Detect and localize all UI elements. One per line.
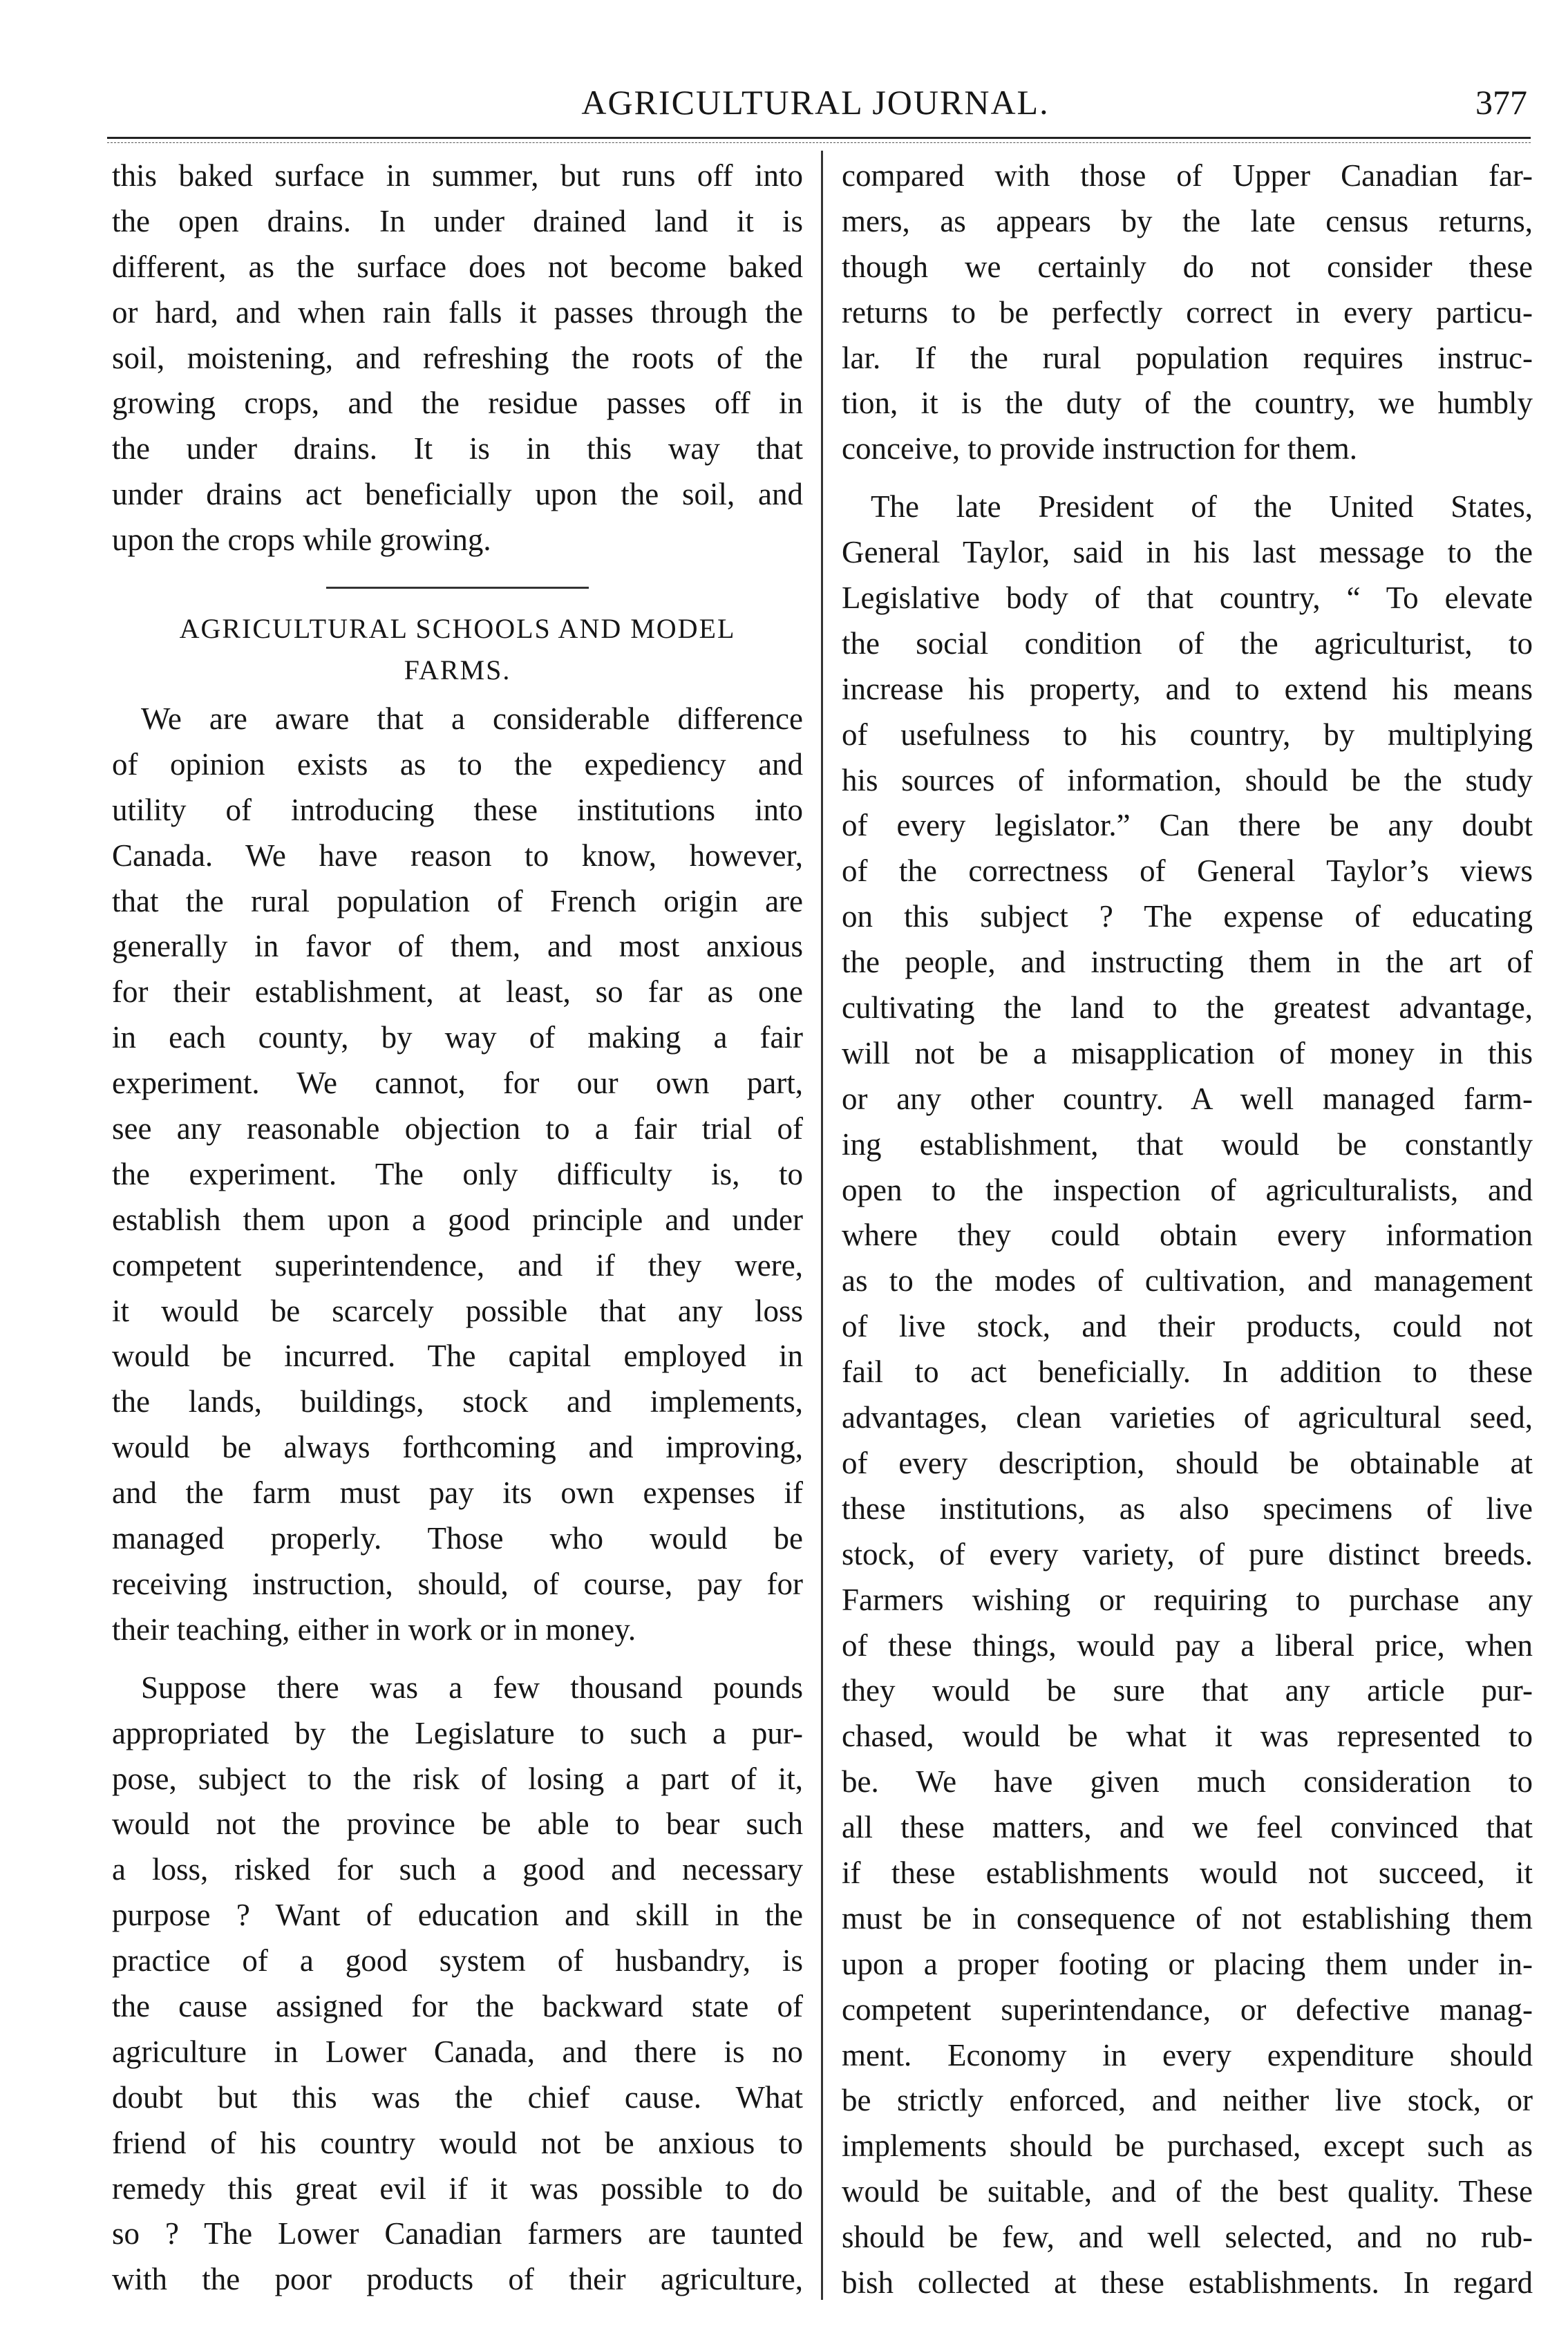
text-line: chased, would be what it was represented to (842, 1719, 1533, 1754)
left-column (112, 153, 803, 2303)
text-line: their teaching, either in work or in money. (112, 1612, 636, 1647)
text-line: if these establishments would not succeed, it (842, 1855, 1533, 1890)
column-divider (821, 151, 823, 2300)
text-line: or hard, and when rain falls it passes through the (112, 294, 803, 330)
text-line: establish them upon a good principle and under (112, 1202, 803, 1237)
text-line: open to the inspection of agriculturalists, and (842, 1172, 1533, 1207)
text-line: and the farm must pay its own expenses if (112, 1475, 803, 1511)
text-line: would be always forthcoming and improving, (112, 1430, 803, 1465)
text-line: ing establishment, that would be constantly (842, 1126, 1533, 1162)
text-line: utility of introducing these institutions into (112, 792, 803, 827)
text-line: cultivating the land to the greatest advantage, (842, 990, 1533, 1026)
text-line: Suppose there was a few thousand pounds (141, 1670, 803, 1705)
text-line: upon a proper footing or placing them under in- (842, 1946, 1533, 1981)
text-line: General Taylor, said in his last message to the (842, 535, 1533, 570)
text-line: of live stock, and their products, could not (842, 1309, 1533, 1344)
left-continuation-paragraph (112, 153, 803, 563)
text-line: returns to be perfectly correct in every particu- (842, 294, 1533, 330)
text-line: experiment. We cannot, for our own part, (112, 1066, 803, 1101)
text-line: it would be scarcely possible that any loss (112, 1293, 803, 1328)
text-line: Farmers wishing or requiring to purchase any (842, 1582, 1533, 1617)
text-line: his sources of information, should be the study (842, 762, 1533, 797)
text-line: that the rural population of French origin are (112, 883, 803, 918)
text-line: the lands, buildings, stock and implements, (112, 1384, 803, 1419)
text-line: Legislative body of that country, “ To elevate (842, 580, 1533, 616)
text-line: or any other country. A well managed farm- (842, 1081, 1533, 1116)
text-line: The late President of the United States, (871, 489, 1533, 525)
text-line: would be suitable, and of the best quality. These (842, 2174, 1533, 2209)
text-line: stock, of every variety, of pure distinct breeds. (842, 1536, 1533, 1571)
text-line: receiving instruction, should, of course, pay for (112, 1566, 803, 1601)
text-line: as to the modes of cultivation, and management (842, 1263, 1533, 1299)
left-paragraph-1 (112, 697, 803, 1653)
text-line: implements should be purchased, except such as (842, 2128, 1533, 2164)
running-title: AGRICULTURAL JOURNAL. (581, 83, 1050, 122)
text-line: of usefulness to his country, by multiplying (842, 717, 1533, 752)
text-line: will not be a misapplication of money in this (842, 1035, 1533, 1070)
section-divider (326, 587, 589, 589)
text-line: of the correctness of General Taylor’s views (842, 853, 1533, 889)
text-line: of these things, would pay a liberal price, when (842, 1627, 1533, 1663)
text-line: the people, and instructing them in the art of (842, 945, 1533, 980)
text-line: tion, it is the duty of the country, we humbly (842, 386, 1533, 421)
text-line: where they could obtain every information (842, 1218, 1533, 1253)
text-line: should be few, and well selected, and no rub- (842, 2220, 1533, 2255)
text-line: Canada. We have reason to know, however, (112, 838, 803, 873)
text-line: under drains act beneficially upon the soil, and (112, 477, 803, 512)
text-line: a loss, risked for such a good and necessary (112, 1852, 803, 1887)
text-line: with the poor products of their agriculture, (112, 2262, 803, 2297)
text-line: ment. Economy in every expenditure should (842, 2037, 1533, 2072)
text-line: advantages, clean varieties of agricultural seed, (842, 1400, 1533, 1435)
text-line: remedy this great evil if it was possible to do (112, 2171, 803, 2206)
text-line: growing crops, and the residue passes off in (112, 386, 803, 421)
text-line: be. We have given much consideration to (842, 1764, 1533, 1800)
text-line: We are aware that a considerable difference (141, 701, 803, 737)
header-rule-secondary (107, 142, 1531, 143)
text-line: competent superintendence, and if they were, (112, 1247, 803, 1283)
text-line: doubt but this was the chief cause. What (112, 2079, 803, 2115)
text-line: bish collected at these establishments. In regard (842, 2265, 1533, 2300)
text-line: mers, as appears by the late census returns, (842, 203, 1533, 238)
text-line: agriculture in Lower Canada, and there is no (112, 2034, 803, 2069)
text-line: these institutions, as also specimens of live (842, 1491, 1533, 1526)
text-line: different, as the surface does not become baked (112, 249, 803, 284)
page-header (104, 82, 1527, 130)
right-column (842, 153, 1533, 2303)
text-line: in each county, by way of making a fair (112, 1020, 803, 1055)
text-line: practice of a good system of husbandry, is (112, 1943, 803, 1979)
text-line: lar. If the rural population requires instruc- (842, 340, 1533, 375)
text-line: friend of his country would not be anxious to (112, 2125, 803, 2160)
text-line: generally in favor of them, and most anxious (112, 929, 803, 964)
text-line: the social condition of the agriculturist, to (842, 625, 1533, 661)
text-line: so ? The Lower Canadian farmers are taunted (112, 2216, 803, 2251)
text-line: managed properly. Those who would be (112, 1521, 803, 1556)
text-line: soil, moistening, and refreshing the roots of the (112, 340, 803, 375)
text-line: for their establishment, at least, so far as one (112, 974, 803, 1010)
text-line: the experiment. The only difficulty is, to (112, 1156, 803, 1191)
right-continuation-paragraph (842, 153, 1533, 472)
text-line: be strictly enforced, and neither live stock, or (842, 2083, 1533, 2118)
text-line: fail to act beneficially. In addition to these (842, 1354, 1533, 1390)
header-rule (107, 137, 1531, 139)
text-line: the under drains. It is in this way that (112, 431, 803, 466)
page-number: 377 (1475, 83, 1527, 122)
text-line: appropriated by the Legislature to such a pur- (112, 1715, 803, 1750)
right-paragraph-1 (842, 484, 1533, 2303)
text-line: purpose ? Want of education and skill in the (112, 1898, 803, 1933)
text-line: conceive, to provide instruction for them. (842, 431, 1358, 466)
text-line: pose, subject to the risk of losing a part of it, (112, 1761, 803, 1796)
text-line: increase his property, and to extend his means (842, 671, 1533, 706)
text-line: competent superintendance, or defective manag- (842, 1992, 1533, 2027)
section-heading-line: AGRICULTURAL SCHOOLS AND MODEL (179, 613, 736, 645)
text-line: on this subject ? The expense of educating (842, 899, 1533, 934)
text-line: would be incurred. The capital employed in (112, 1339, 803, 1374)
section-heading-line: FARMS. (404, 654, 511, 686)
text-line: this baked surface in summer, but runs off into (112, 158, 803, 193)
text-line: upon the crops while growing. (112, 522, 491, 558)
text-line: they would be sure that any article pur- (842, 1673, 1533, 1708)
text-line: of every legislator.” Can there be any doubt (842, 808, 1533, 843)
text-line: of opinion exists as to the expediency and (112, 746, 803, 782)
text-line: of every description, should be obtainable at (842, 1445, 1533, 1480)
text-line: compared with those of Upper Canadian far- (842, 158, 1533, 193)
text-line: all these matters, and we feel convinced that (842, 1810, 1533, 1845)
text-line: must be in consequence of not establishing them (842, 1900, 1533, 1936)
text-line: the cause assigned for the backward state of (112, 1988, 803, 2023)
section-heading (112, 608, 803, 691)
left-paragraph-2 (112, 1665, 803, 2303)
text-line: though we certainly do not consider these (842, 249, 1533, 284)
text-line: would not the province be able to bear such (112, 1806, 803, 1842)
text-line: see any reasonable objection to a fair trial of (112, 1111, 803, 1146)
text-line: the open drains. In under drained land it is (112, 203, 803, 238)
